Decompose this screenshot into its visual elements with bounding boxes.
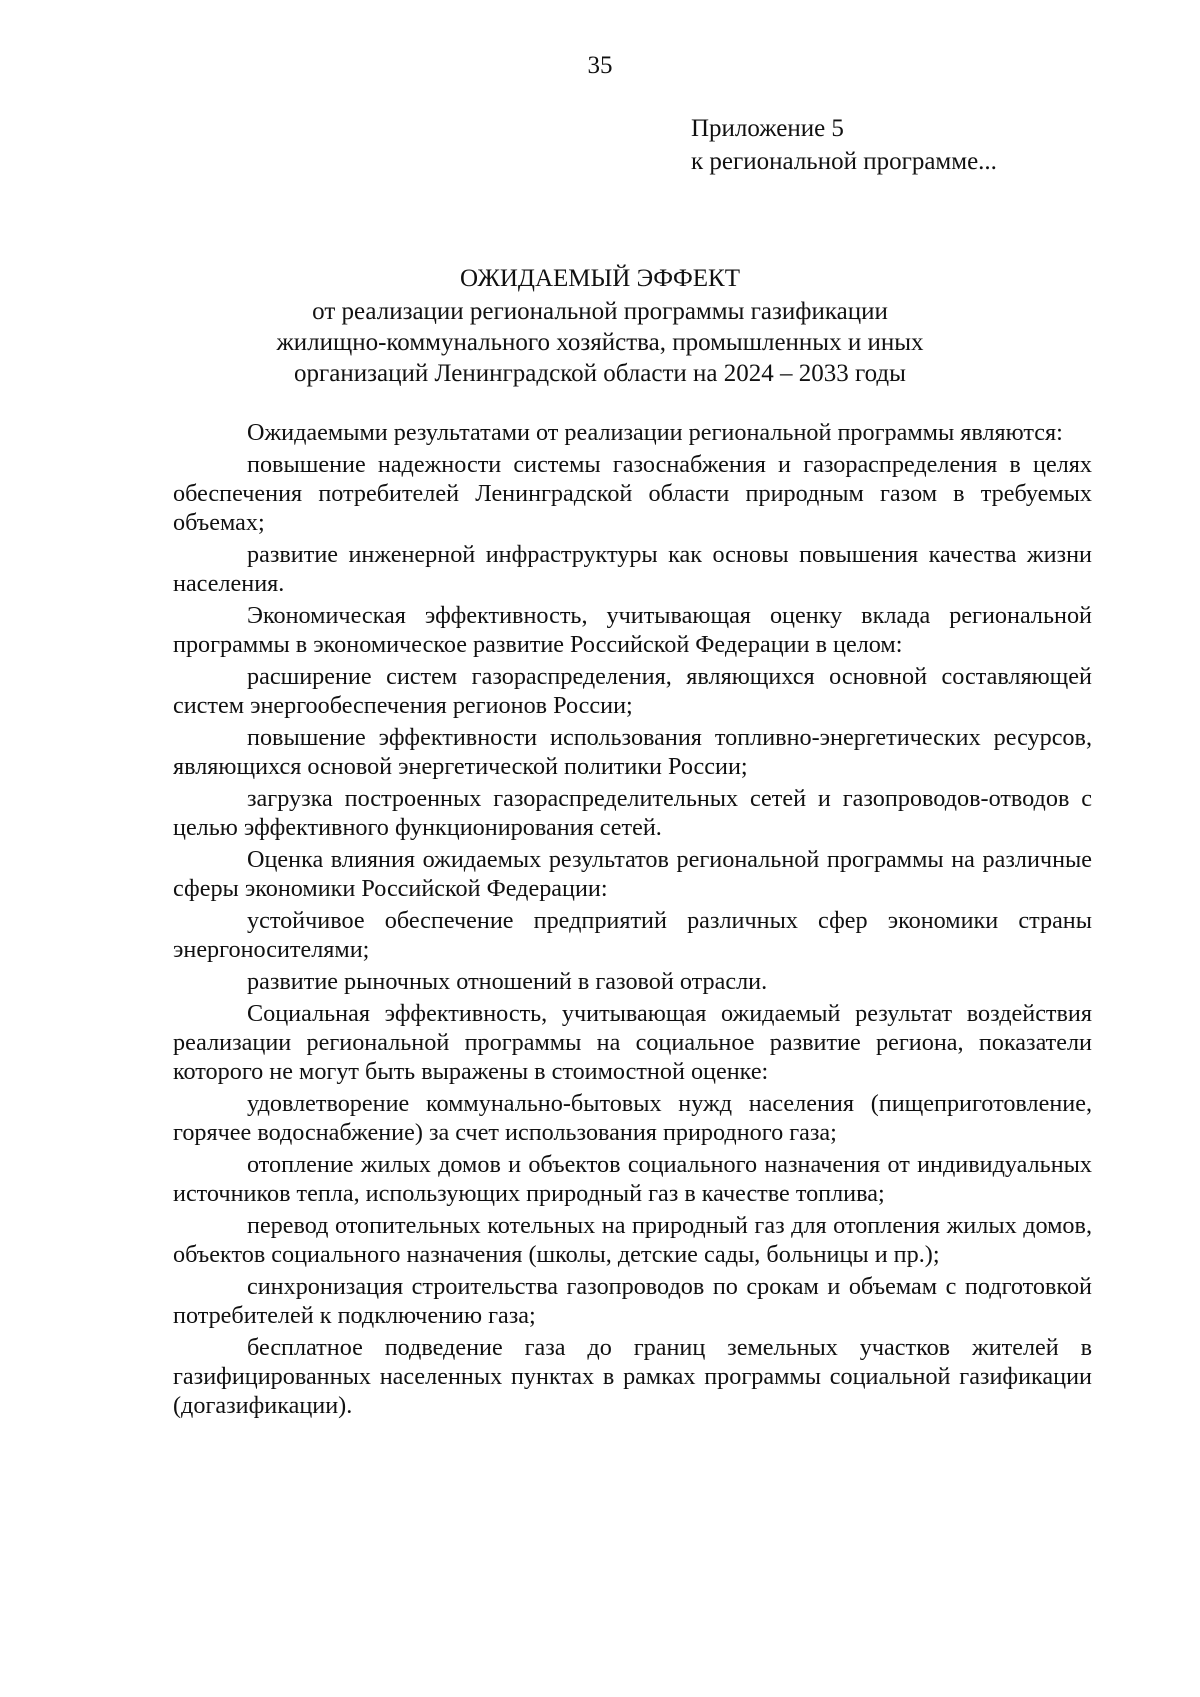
- paragraph-3: развитие инженерной инфраструктуры как основы повышения качества жизни населения.: [173, 541, 1092, 597]
- heading-subtitle-line-1: от реализации региональной программы газификации: [312, 298, 888, 325]
- appendix-reference: [691, 112, 997, 178]
- paragraph-1: Ожидаемыми результатами от реализации региональной программы являются:: [247, 419, 1063, 446]
- paragraph-10: развитие рыночных отношений в газовой отрасли.: [247, 968, 768, 995]
- page-number: 35: [587, 52, 613, 79]
- heading-subtitle-line-3: организаций Ленинградской области на 2024 – 2033 годы: [294, 360, 906, 387]
- heading-subtitle-line-2: жилищно-коммунального хозяйства, промышленных и иных: [276, 329, 924, 356]
- paragraph-5: расширение систем газораспределения, являющихся основной составляющей систем энергообеспечения регионов России;: [173, 663, 1092, 719]
- paragraph-9: устойчивое обеспечение предприятий различных сфер экономики страны энергоносителями;: [173, 907, 1092, 963]
- paragraph-15: синхронизация строительства газопроводов по срокам и объемам с подготовкой потребителей к подключению газа;: [173, 1273, 1092, 1329]
- paragraph-12: удовлетворение коммунально-бытовых нужд населения (пищеприготовление, горячее водоснабжение) за счет использования природного газа;: [173, 1090, 1092, 1146]
- paragraph-16: бесплатное подведение газа до границ земельных участков жителей в газифицированных населенных пунктах в рамках программы социальной газификации (догазификации).: [173, 1334, 1092, 1419]
- paragraph-11: Социальная эффективность, учитывающая ожидаемый результат воздействия реализации региональной программы на социальное развитие региона, показатели которого не могут быть выражены в стоимостной оценке:: [173, 1000, 1092, 1085]
- appendix-line-2: к региональной программе...: [691, 148, 997, 175]
- paragraph-8: Оценка влияния ожидаемых результатов региональной программы на различные сферы экономики Российской Федерации:: [173, 846, 1092, 902]
- paragraph-14: перевод отопительных котельных на природный газ для отопления жилых домов, объектов социального назначения (школы, детские сады, больницы и пр.);: [173, 1212, 1092, 1268]
- paragraph-13: отопление жилых домов и объектов социального назначения от индивидуальных источников тепла, использующих природный газ в качестве топлива;: [173, 1151, 1092, 1207]
- heading-title: ОЖИДАЕМЫЙ ЭФФЕКТ: [460, 265, 740, 292]
- body-text: [173, 418, 1092, 1423]
- appendix-line-1: Приложение 5: [691, 115, 844, 142]
- paragraph-6: повышение эффективности использования топливно-энергетических ресурсов, являющихся основой энергетической политики России;: [173, 724, 1092, 780]
- document-heading: [0, 263, 1200, 389]
- paragraph-7: загрузка построенных газораспределительных сетей и газопроводов-отводов с целью эффективного функционирования сетей.: [173, 785, 1092, 841]
- paragraph-4: Экономическая эффективность, учитывающая оценку вклада региональной программы в экономическое развитие Российской Федерации в целом:: [173, 602, 1092, 658]
- paragraph-2: повышение надежности системы газоснабжения и газораспределения в целях обеспечения потребителей Ленинградской области природным газом в требуемых объемах;: [173, 451, 1092, 536]
